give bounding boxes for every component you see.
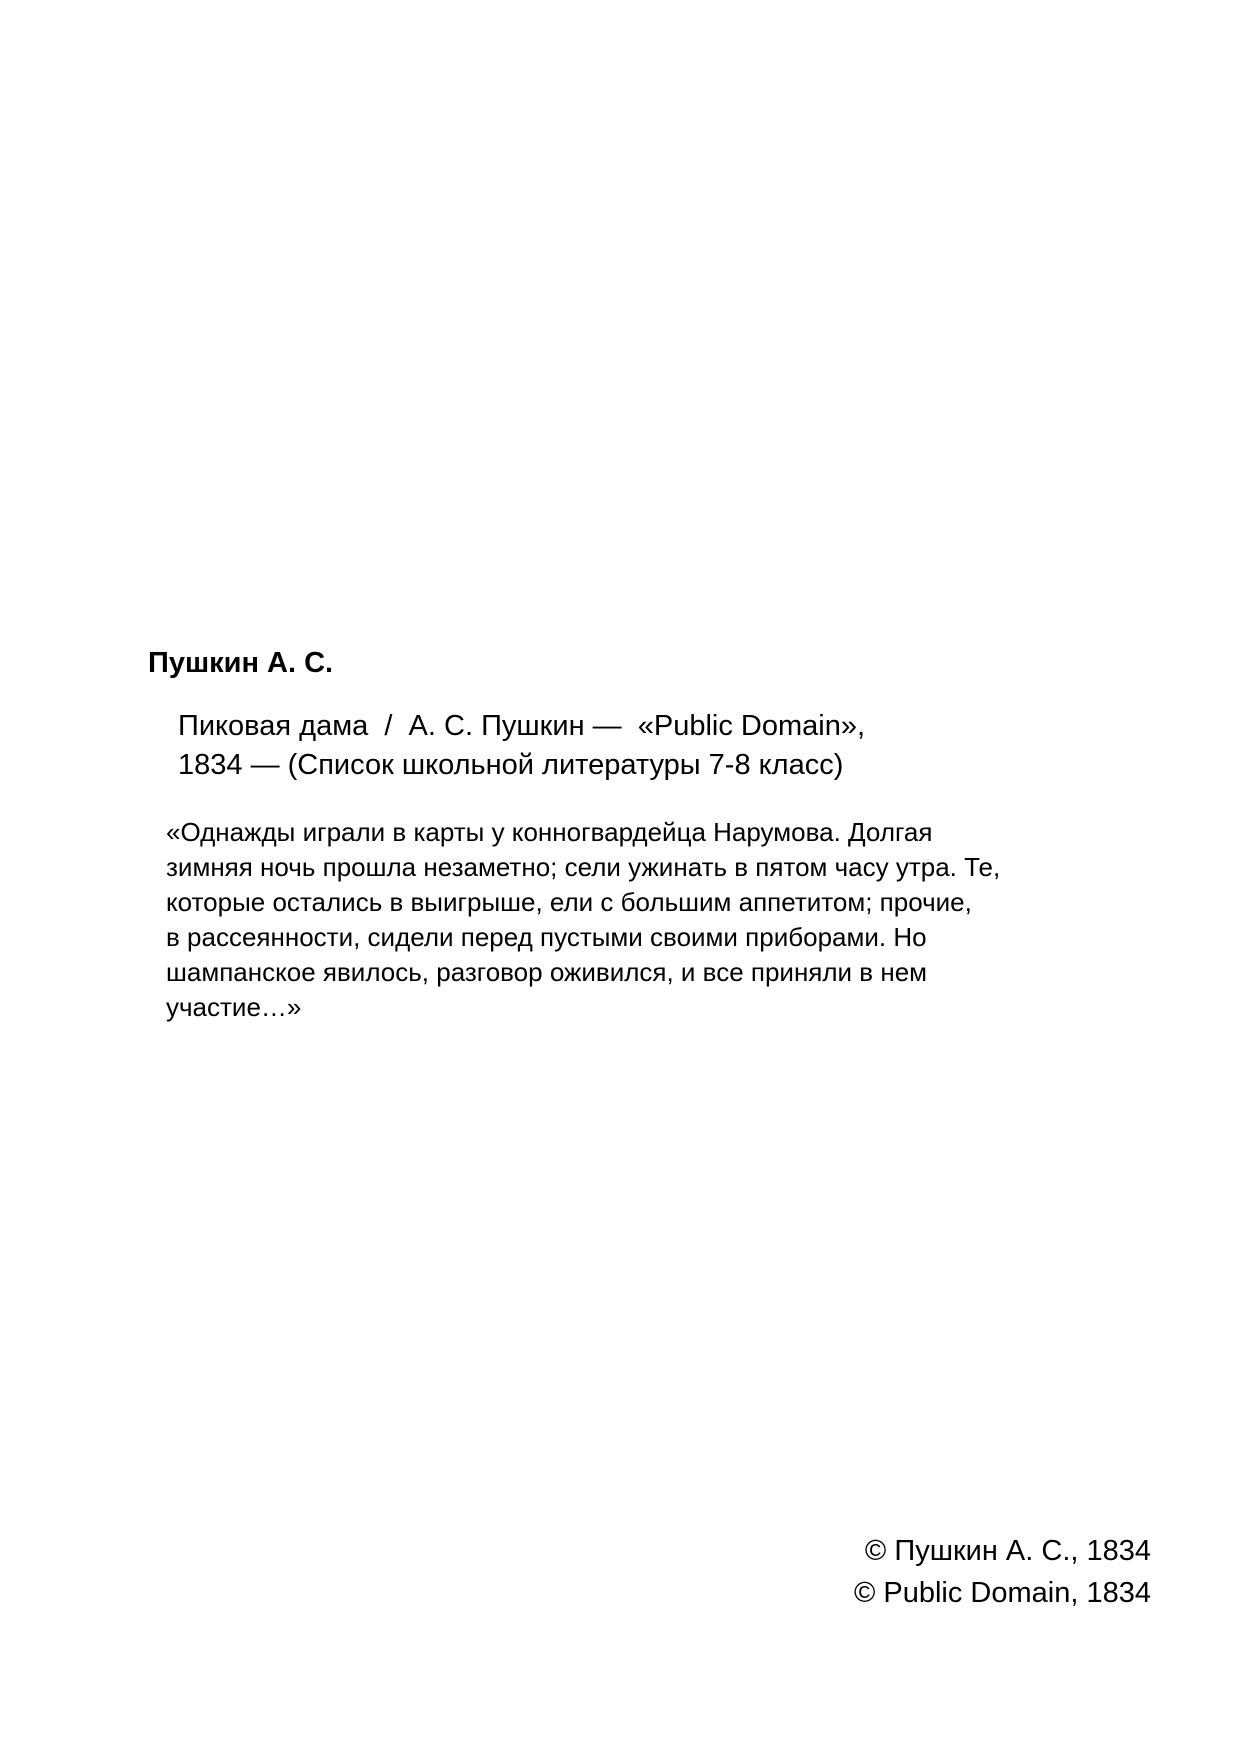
bibliographic-record	[178, 707, 865, 785]
annotation-text	[166, 815, 1156, 1025]
annotation-line: зимняя ночь прошла незаметно; сели ужинать в пятом часу утра. Те,	[166, 852, 1001, 882]
copyright-publisher: © Public Domain, 1834	[853, 1577, 1151, 1609]
copyright-author: © Пушкин А. С., 1834	[864, 1535, 1151, 1567]
annotation-line: в рассеянности, сидели перед пустыми своими приборами. Но	[166, 922, 927, 952]
bibliographic-line-1: Пиковая дама / А. С. Пушкин — «Public Domain»,	[178, 710, 866, 742]
copyright-block	[854, 1530, 1151, 1614]
annotation-line: участие…»	[166, 992, 302, 1022]
author-heading: Пушкин А. С.	[148, 647, 334, 679]
bibliographic-line-2: 1834 — (Список школьной литературы 7-8 класс)	[178, 749, 844, 781]
annotation-line: которые остались в выигрыше, ели с большим аппетитом; прочие,	[166, 887, 972, 917]
annotation-line: «Однажды играли в карты у конногвардейца Нарумова. Долгая	[166, 817, 933, 847]
annotation-line: шампанское явилось, разговор оживился, и все приняли в нем	[166, 957, 928, 987]
